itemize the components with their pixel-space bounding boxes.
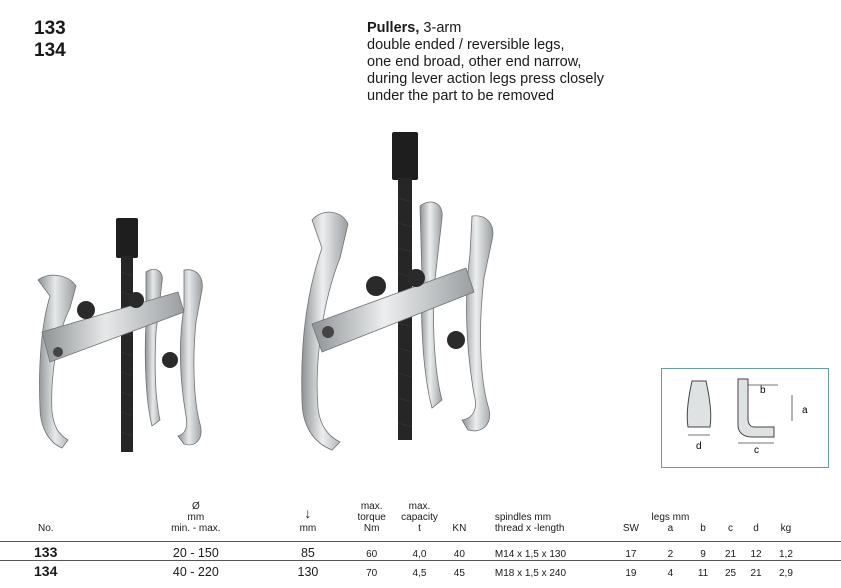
- legs-dimension-diagram: [661, 368, 829, 468]
- model-numbers: [34, 18, 66, 62]
- capacity-t: t: [418, 523, 421, 534]
- diagram-label-d: d: [696, 441, 702, 452]
- product-subtitle: 3-arm: [423, 20, 462, 36]
- row-capacity-kn: 45: [438, 561, 481, 580]
- description-line: one end broad, other end narrow,: [367, 54, 582, 70]
- description-line: double ended / reversible legs,: [367, 37, 565, 53]
- description-line: under the part to be removed: [367, 88, 555, 104]
- depth-unit: mm: [299, 523, 317, 534]
- diameter-symbol: Ø: [191, 501, 200, 512]
- row-capacity-t: 4,5: [401, 561, 438, 580]
- description-line: during lever action legs press closely: [367, 71, 604, 87]
- spec-table: [0, 478, 841, 579]
- row-spindle: M14 x 1,5 x 130: [481, 542, 610, 561]
- row-kg: 1,2: [768, 542, 804, 561]
- row-no: 133: [0, 542, 118, 561]
- arrow-down-icon: ↓: [304, 505, 312, 521]
- row-a: 4: [652, 561, 690, 580]
- header-sw: SW: [622, 523, 639, 534]
- capacity-line1: max.: [408, 501, 431, 512]
- diameter-range: min. - max.: [171, 523, 221, 534]
- header-kg: kg: [780, 523, 792, 534]
- row-b: 11: [689, 561, 716, 580]
- row-sw: 19: [610, 561, 651, 580]
- diagram-label-b: b: [760, 385, 766, 396]
- row-depth: 85: [274, 542, 342, 561]
- table-row: [0, 561, 841, 580]
- header-capacity-kn: KN: [452, 523, 467, 534]
- diagram-label-a: a: [802, 405, 808, 416]
- product-description: [367, 20, 604, 105]
- header-a: [652, 478, 690, 542]
- table-row: [0, 542, 841, 561]
- row-b: 9: [689, 542, 716, 561]
- row-c: 21: [717, 542, 744, 561]
- row-capacity-kn: 40: [438, 542, 481, 561]
- row-sw: 17: [610, 542, 651, 561]
- header-spindle: [481, 478, 610, 542]
- row-a: 2: [652, 542, 690, 561]
- row-spindle: M18 x 1,5 x 240: [481, 561, 610, 580]
- row-capacity-t: 4,0: [401, 542, 438, 561]
- puller-134-image: [284, 128, 524, 458]
- row-c: 25: [717, 561, 744, 580]
- header-b: b: [700, 523, 706, 534]
- model-133: 133: [34, 18, 66, 39]
- table-header-row: [0, 478, 841, 542]
- diagram-label-c: c: [754, 445, 759, 456]
- header-a-label: a: [667, 523, 674, 534]
- row-d: 12: [744, 542, 768, 561]
- header-depth: [274, 478, 342, 542]
- header-diameter: [118, 478, 274, 542]
- header-c: c: [728, 523, 733, 534]
- row-no: 134: [0, 561, 118, 580]
- row-d: 21: [744, 561, 768, 580]
- capacity-line2: capacity: [401, 512, 438, 523]
- row-range: 20 - 150: [118, 542, 274, 561]
- row-range: 40 - 220: [118, 561, 274, 580]
- row-torque: 60: [342, 542, 401, 561]
- product-title: Pullers,: [367, 20, 420, 36]
- header-legs: legs mm: [651, 512, 690, 523]
- header-no: No.: [38, 523, 54, 534]
- row-depth: 130: [274, 561, 342, 580]
- row-torque: 70: [342, 561, 401, 580]
- model-134: 134: [34, 40, 66, 61]
- torque-unit: Nm: [363, 523, 380, 534]
- puller-133-image: [28, 212, 228, 462]
- diameter-unit: mm: [187, 512, 205, 523]
- header-d: d: [753, 523, 759, 534]
- spindle-line1: spindles mm: [494, 512, 552, 523]
- header-capacity-t: [401, 478, 438, 542]
- row-kg: 2,9: [768, 561, 804, 580]
- torque-line2: torque: [357, 512, 386, 523]
- torque-line1: max.: [360, 501, 383, 512]
- header-torque: [342, 478, 401, 542]
- spindle-line2: thread x -length: [494, 523, 565, 534]
